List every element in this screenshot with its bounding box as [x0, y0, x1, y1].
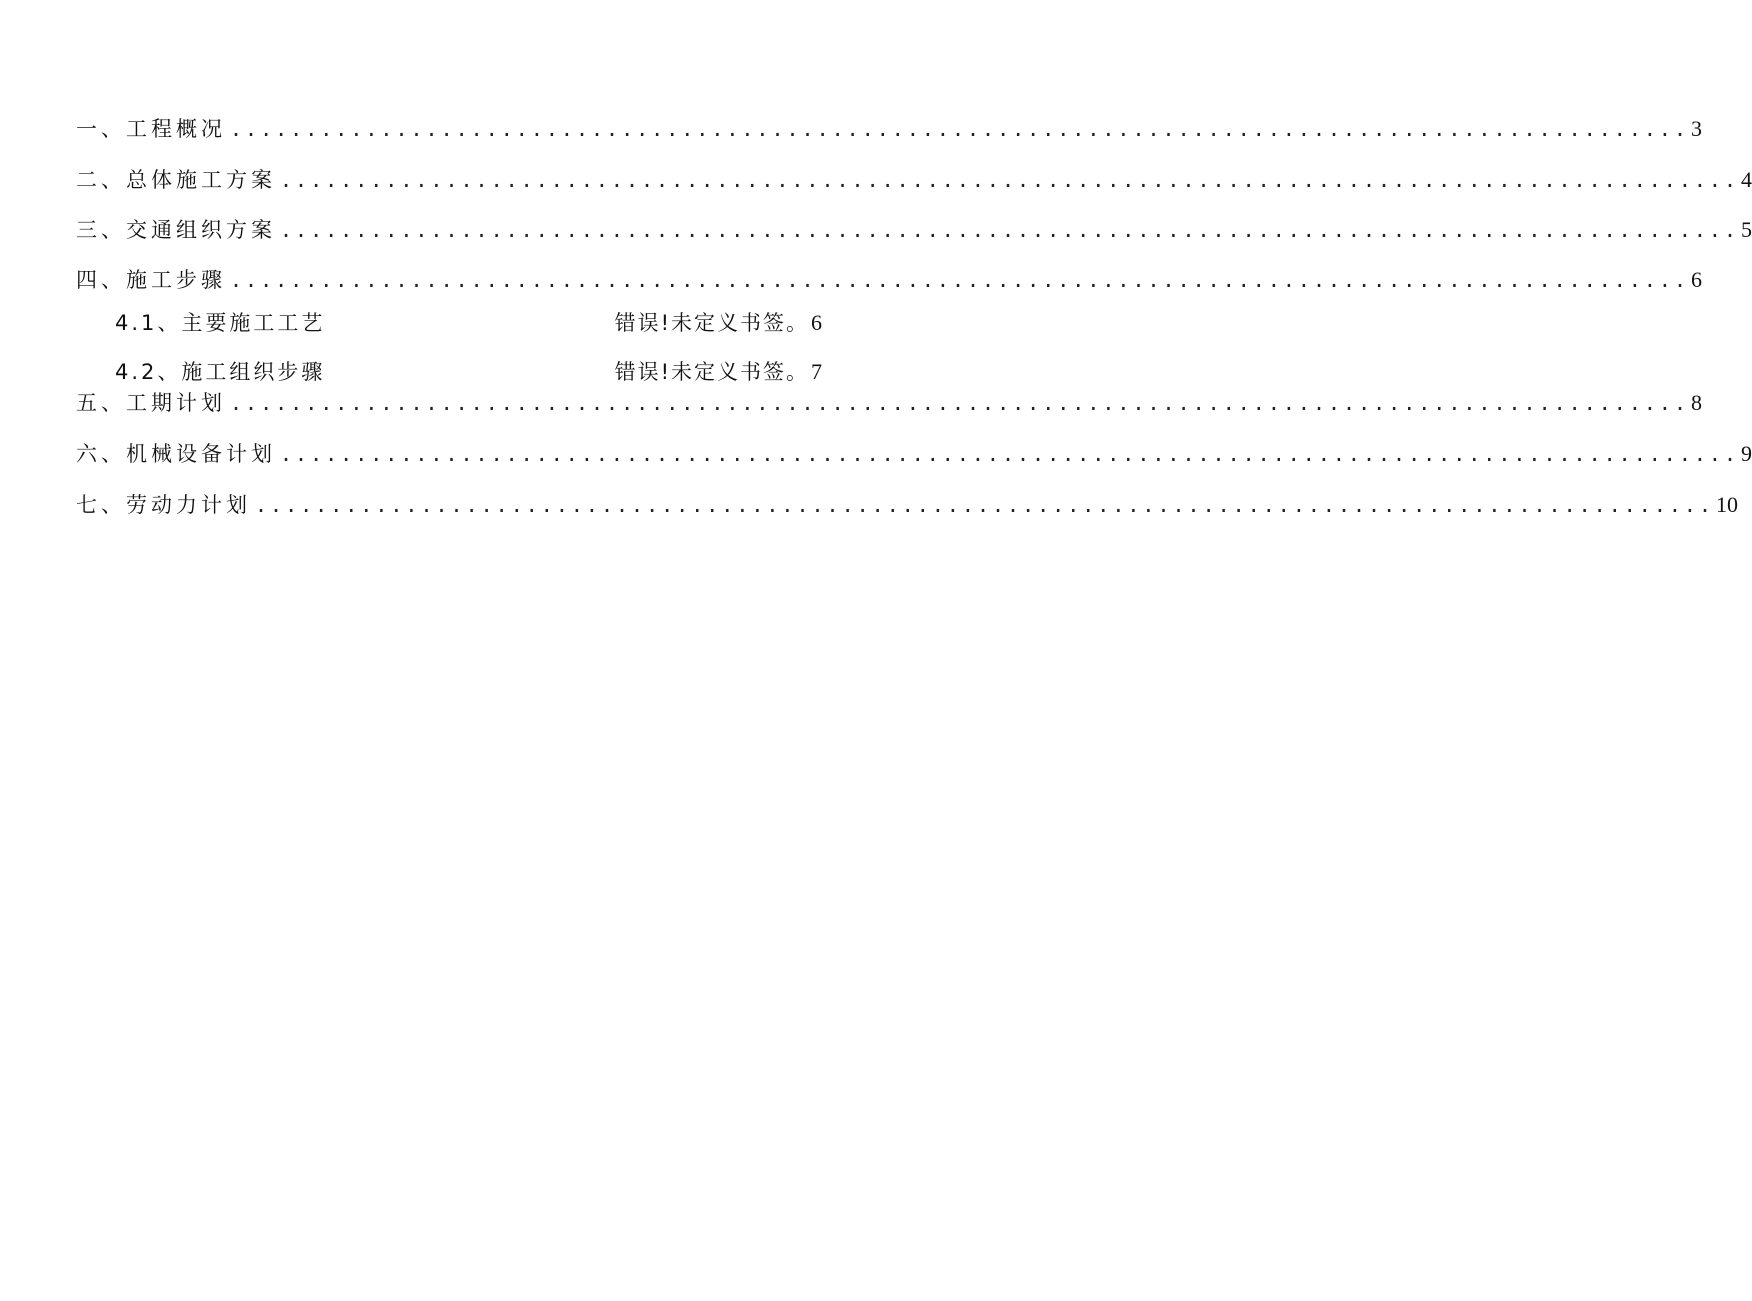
- bookmark-error-text: 错误!未定义书签。: [614, 360, 809, 384]
- bookmark-error-text: 错误!未定义书签。: [614, 311, 809, 335]
- toc-subentry-4-2[interactable]: [115, 359, 822, 385]
- toc-page-number: 5: [1740, 217, 1752, 242]
- toc-page-number: 7: [811, 359, 822, 384]
- toc-entry-label: 二、总体施工方案: [76, 168, 276, 192]
- toc-entry-5[interactable]: [76, 390, 1702, 416]
- toc-page-number: 9: [1740, 441, 1752, 466]
- toc-entry-1[interactable]: [76, 116, 1702, 142]
- toc-entry-label: 五、工期计划: [76, 391, 226, 415]
- toc-entry-label: 七、劳动力计划: [76, 493, 251, 517]
- toc-entry-label: 六、机械设备计划: [76, 442, 276, 466]
- toc-leader-dots: .................................................................................................: [230, 117, 1689, 141]
- toc-page-number: 8: [1690, 390, 1702, 415]
- toc-leader-dots: .................................................................................................: [255, 493, 1714, 517]
- toc-entry-label: 三、交通组织方案: [76, 218, 276, 242]
- toc-entry-label: 一、工程概况: [76, 117, 226, 141]
- toc-page-number: 6: [1690, 267, 1702, 292]
- toc-leader-dots: .................................................................................................: [230, 391, 1689, 415]
- toc-subentry-4-1[interactable]: [115, 310, 822, 336]
- toc-entry-7[interactable]: [76, 492, 1738, 518]
- toc-page-number: 10: [1715, 492, 1738, 517]
- toc-page-number: 4: [1740, 167, 1752, 192]
- toc-entry-4[interactable]: [76, 267, 1702, 293]
- toc-entry-2[interactable]: [76, 167, 1752, 193]
- toc-entry-label: 四、施工步骤: [76, 268, 226, 292]
- toc-entry-label: 4.1、主要施工工艺: [115, 311, 326, 335]
- toc-leader-dots: .................................................................................................: [280, 442, 1739, 466]
- toc-entry-3[interactable]: [76, 217, 1752, 243]
- toc-leader-dots: .................................................................................................: [280, 168, 1739, 192]
- toc-entry-6[interactable]: [76, 441, 1752, 467]
- toc-page-number: 3: [1690, 116, 1702, 141]
- toc-page-number: 6: [811, 310, 822, 335]
- toc-leader-dots: .................................................................................................: [230, 268, 1689, 292]
- toc-leader-dots: .................................................................................................: [280, 218, 1739, 242]
- toc-entry-label: 4.2、施工组织步骤: [115, 360, 326, 384]
